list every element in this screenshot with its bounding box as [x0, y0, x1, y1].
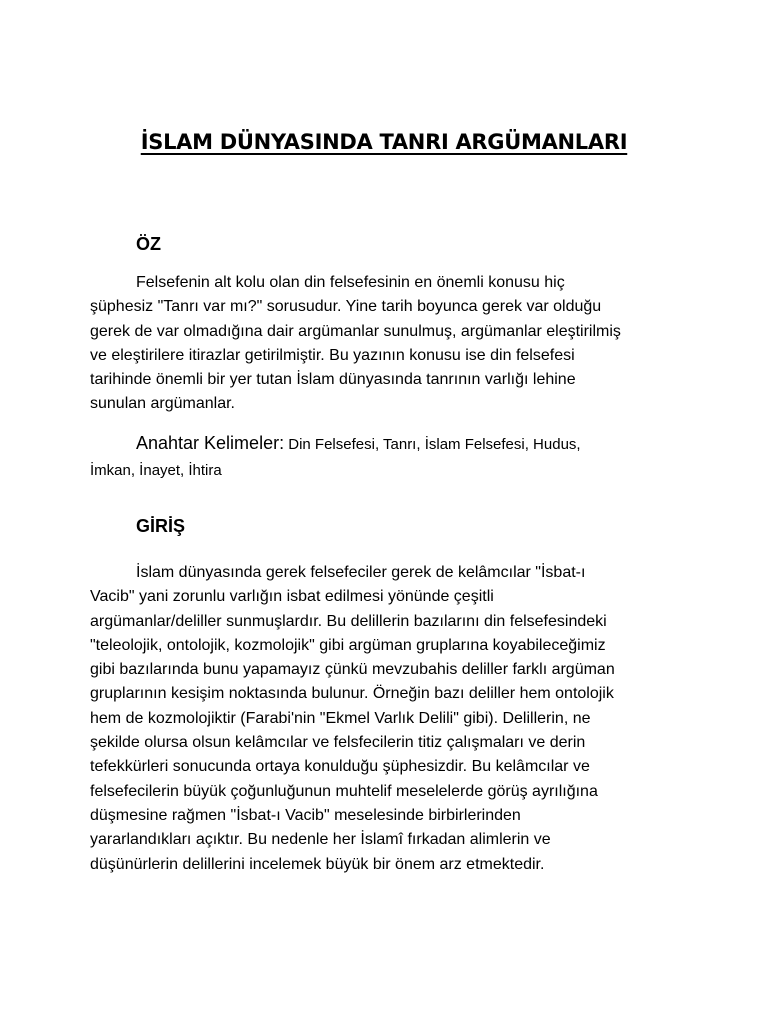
introduction-line: hem de kozmolojiktir (Farabi'nin "Ekmel Varlık Delili" gibi). Delillerin, ne: [90, 709, 591, 727]
introduction-line: gruplarının kesişim noktasında bulunur. Örneğin bazı deliller hem ontolojik: [90, 685, 614, 703]
introduction-line: felsefecilerin büyük çoğunluğunun muhtelif meselelerde görüş ayrılığına: [90, 782, 598, 800]
introduction-line: tefekkürleri sonucunda ortaya konulduğu şüphesizdir. Bu kelâmcılar ve: [90, 758, 590, 776]
introduction-heading: GİRİŞ: [136, 516, 186, 536]
keywords-list: Din Felsefesi, Tanrı, İslam Felsefesi, Hudus,: [284, 436, 581, 453]
abstract-line: tarihinde önemli bir yer tutan İslam dünyasında tanrının varlığı lehine: [90, 371, 576, 389]
introduction-line: düşmesine rağmen "İsbat-ı Vacib" meselesinde birbirlerinden: [90, 806, 521, 824]
introduction-line: İslam dünyasında gerek felsefeciler gerek de kelâmcılar "İsbat-ı: [136, 564, 586, 581]
abstract-paragraph: [90, 271, 680, 417]
introduction-line: "teleolojik, ontolojik, kozmolojik" gibi argüman gruplarına koyabileceğimiz: [90, 636, 606, 654]
introduction-paragraph: [90, 561, 680, 877]
keywords-line: [90, 430, 680, 458]
abstract-line: ve eleştirilere itirazlar getirilmiştir. Bu yazının konusu ise din felsefesi: [90, 346, 575, 364]
abstract-line: Felsefenin alt kolu olan din felsefesinin en önemli konusu hiç: [136, 274, 565, 291]
introduction-line: Vacib" yani zorunlu varlığın isbat edilmesi yönünde çeşitli: [90, 588, 494, 606]
keywords-label: Anahtar Kelimeler:: [136, 433, 285, 453]
document-title: İSLAM DÜNYASINDA TANRI ARGÜMANLARI: [140, 130, 628, 154]
abstract-heading: ÖZ: [136, 234, 161, 254]
introduction-line: gibi bazılarında bunu yapamayız çünkü mevzubahis deliller farklı argüman: [90, 661, 615, 679]
introduction-line: düşünürlerin delillerini incelemek büyük bir önem arz etmektedir.: [90, 855, 545, 873]
keywords-line: İmkan, İnayet, İhtira: [90, 462, 222, 479]
abstract-line: gerek de var olmadığına dair argümanlar sunulmuş, argümanlar eleştirilmiş: [90, 322, 621, 340]
introduction-line: yararlandıkları açıktır. Bu nedenle her İslamî fırkadan alimlerin ve: [90, 831, 551, 849]
introduction-line: argümanlar/deliller sunmuşlardır. Bu delillerin bazılarını din felsefesindeki: [90, 612, 607, 630]
abstract-line: şüphesiz "Tanrı var mı?" sorusudur. Yine tarih boyunca gerek var olduğu: [90, 298, 602, 316]
abstract-line: sunulan argümanlar.: [90, 395, 235, 413]
introduction-line: şekilde olursa olsun kelâmcılar ve felsfecilerin titiz çalışmaları ve derin: [90, 734, 586, 752]
keywords-paragraph: [90, 430, 680, 484]
